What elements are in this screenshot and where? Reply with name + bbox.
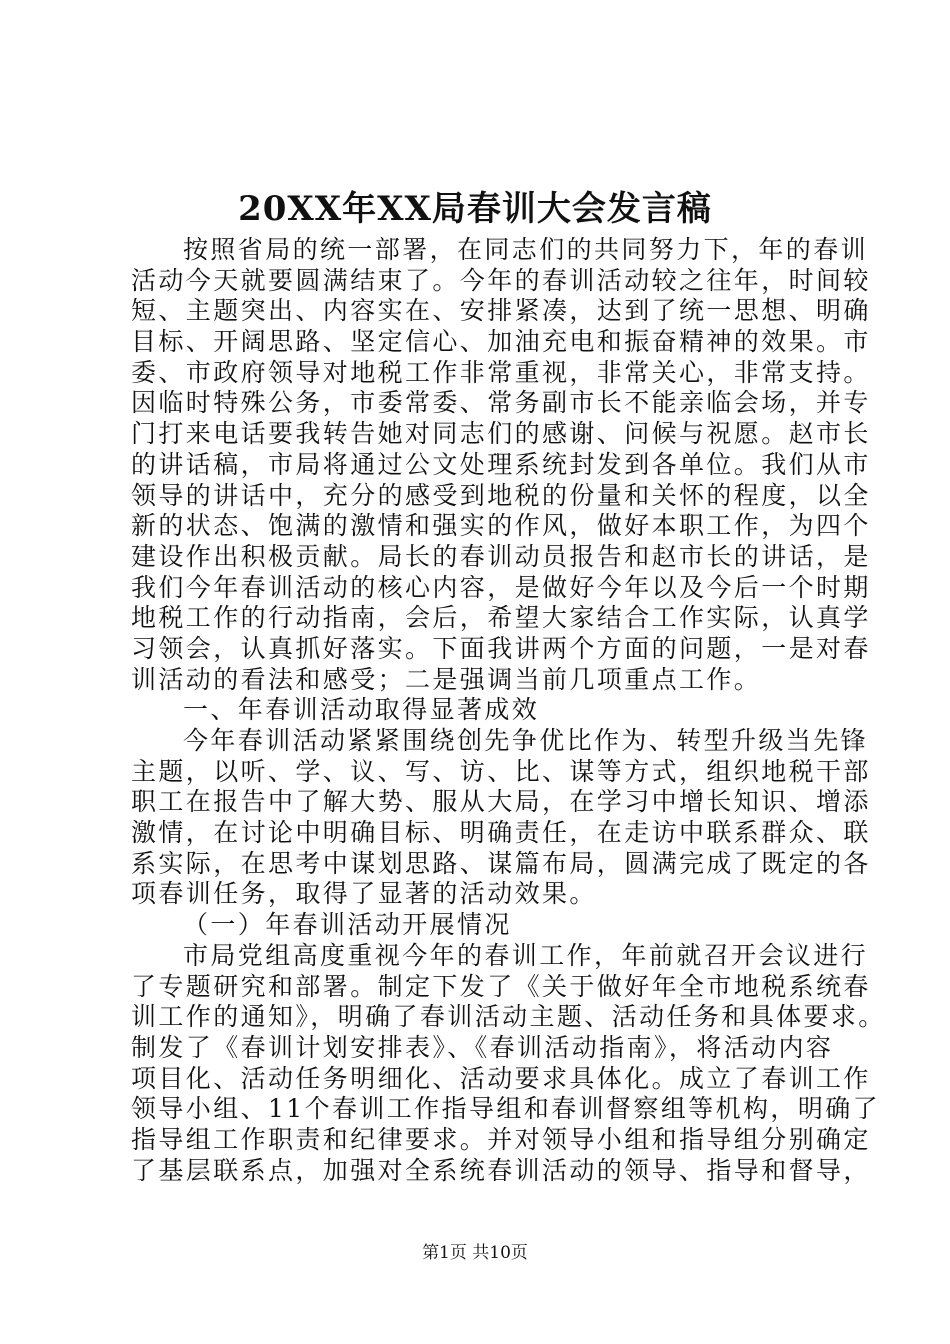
text-line: 的讲话稿，市局将通过公文处理系统封发到各单位。我们从市	[131, 449, 871, 479]
text-line: 了基层联系点，加强对全系统春训活动的领导、指导和督导，	[131, 1155, 871, 1185]
text-line: 了专题研究和部署。制定下发了《关于做好年全市地税系统春	[131, 971, 871, 1001]
text-line: 我们今年春训活动的核心内容，是做好今年以及今后一个时期	[131, 572, 871, 602]
text-line: 市局党组高度重视今年的春训工作，年前就召开会议进行	[183, 940, 869, 970]
text-line: 主题，以听、学、议、写、访、比、谋等方式，组织地税干部	[131, 756, 871, 786]
text-line: 领导小组、11个春训工作指导组和春训督察组等机构，明确了	[131, 1094, 881, 1124]
section-heading: 一、年春训活动取得显著成效	[183, 695, 540, 725]
text-line: 目标、开阔思路、坚定信心、加油充电和振奋精神的效果。市	[131, 327, 871, 357]
text-line: 训活动的看法和感受；二是强调当前几项重点工作。	[131, 664, 762, 694]
text-line: 项春训任务，取得了显著的活动效果。	[131, 879, 597, 909]
text-line: 习领会，认真抓好落实。下面我讲两个方面的问题，一是对春	[131, 633, 871, 663]
text-line: 短、主题突出、内容实在、安排紧凑，达到了统一思想、明确	[131, 296, 871, 326]
text-line: 门打来电话要我转告她对同志们的感谢、问候与祝愿。赵市长	[131, 419, 871, 449]
text-line: 建设作出积极贡献。局长的春训动员报告和赵市长的讲话，是	[131, 541, 871, 571]
text-line: 系实际，在思考中谋划思路、谋篇布局，圆满完成了既定的各	[131, 848, 871, 878]
text-line: 指导组工作职责和纪律要求。并对领导小组和指导组分别确定	[131, 1124, 871, 1154]
text-line: 新的状态、饱满的激情和强实的作风，做好本职工作，为四个	[131, 511, 871, 541]
subsection-heading: （一）年春训活动开展情况	[183, 910, 512, 940]
document-body	[131, 235, 886, 1186]
text-line: 训工作的通知》，明确了春训活动主题、活动任务和具体要求。	[131, 1002, 886, 1032]
text-line: 委、市政府领导对地税工作非常重视，非常关心，非常支持。	[131, 357, 871, 387]
text-line: 按照省局的统一部署，在同志们的共同努力下，年的春训	[183, 235, 869, 264]
text-line: 地税工作的行动指南，会后，希望大家结合工作实际，认真学	[131, 603, 871, 633]
text-line: 因临时特殊公务，市委常委、常务副市长不能亲临会场，并专	[131, 388, 871, 418]
text-line: 制发了《春训计划安排表》、《春训活动指南》，将活动内容	[131, 1032, 834, 1062]
text-line: 激情，在讨论中明确目标、明确责任，在走访中联系群众、联	[131, 818, 871, 848]
text-line: 职工在报告中了解大势、服从大局，在学习中增长知识、增添	[131, 787, 871, 817]
text-line: 活动今天就要圆满结束了。今年的春训活动较之往年，时间较	[131, 265, 871, 295]
page-number-footer: 第1页 共10页	[422, 1243, 528, 1263]
text-line: 领导的讲话中，充分的感受到地税的份量和关怀的程度，以全	[131, 480, 871, 510]
document-title: 20XX年XX局春训大会发言稿	[238, 189, 712, 229]
text-line: 今年春训活动紧紧围绕创先争优比作为、转型升级当先锋	[183, 726, 869, 755]
text-line: 项目化、活动任务明细化、活动要求具体化。成立了春训工作	[131, 1063, 871, 1093]
